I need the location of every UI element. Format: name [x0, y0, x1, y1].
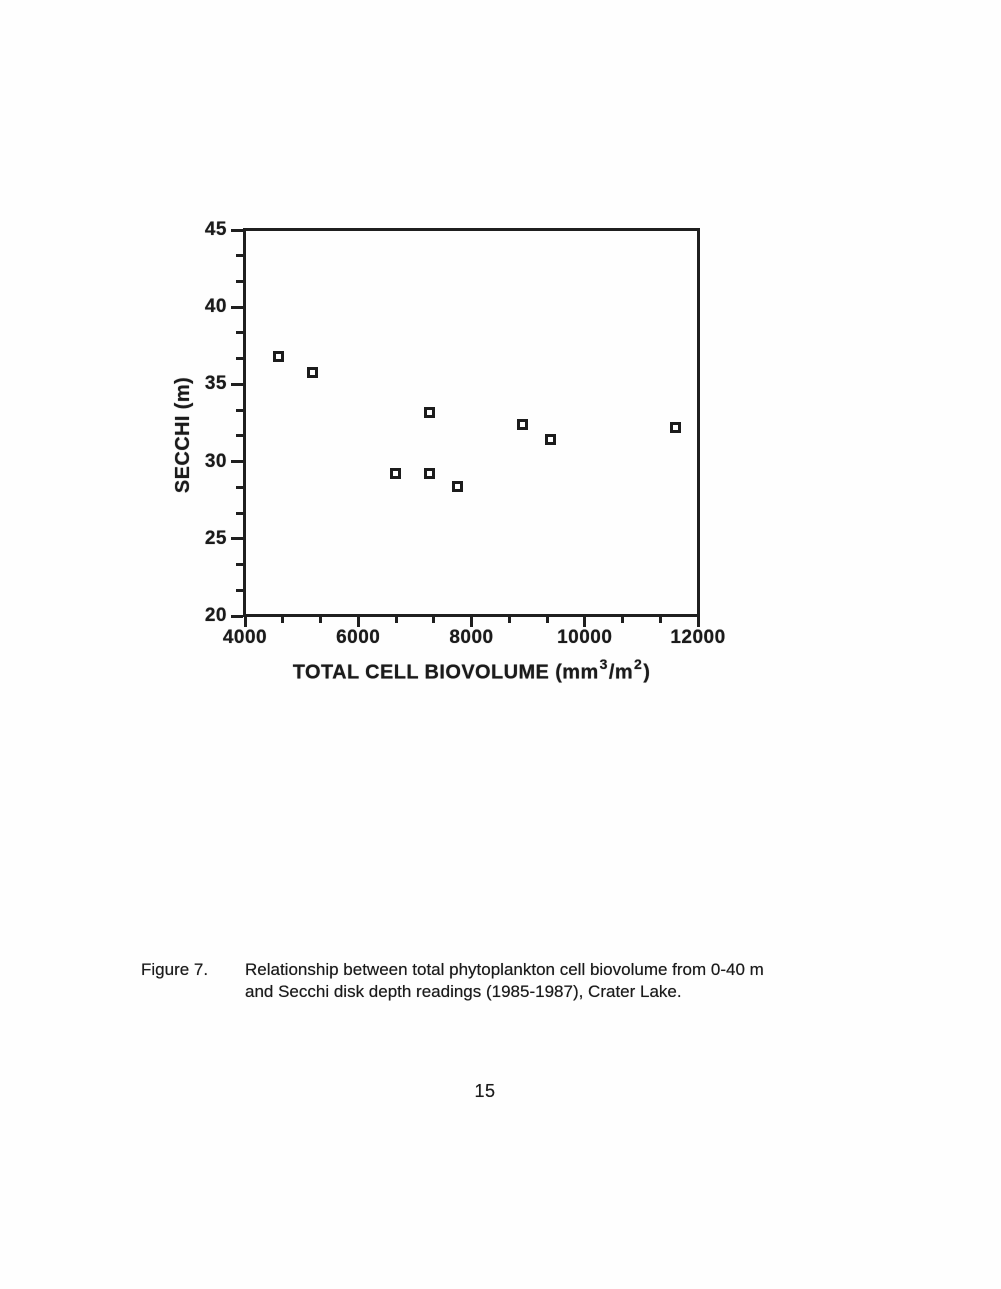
- x-axis-major-tick: [697, 617, 700, 627]
- y-axis-major-tick: [231, 383, 243, 386]
- y-axis-minor-tick: [236, 254, 243, 257]
- figure-caption-text: [245, 959, 825, 1003]
- y-axis-minor-tick: [236, 357, 243, 360]
- x-axis-title-sup2: 2: [634, 656, 643, 672]
- y-axis-major-tick: [231, 460, 243, 463]
- figure-caption-line-2: and Secchi disk depth readings (1985-1987), Crater Lake.: [245, 982, 682, 1001]
- scatter-point: [545, 434, 556, 445]
- x-tick-label: 12000: [670, 627, 726, 648]
- x-tick-label: 6000: [336, 627, 381, 648]
- scatter-point: [424, 407, 435, 418]
- y-axis-title: SECCHI (m): [172, 376, 194, 494]
- scatter-point: [670, 422, 681, 433]
- x-tick-label: 8000: [449, 627, 494, 648]
- x-axis-major-tick: [357, 617, 360, 627]
- x-tick-label: 4000: [222, 627, 268, 648]
- y-axis-major-tick: [231, 537, 243, 540]
- x-axis-minor-tick: [319, 617, 322, 623]
- y-axis-major-tick: [231, 615, 243, 618]
- y-tick-label: 25: [204, 527, 227, 549]
- y-axis-minor-tick: [236, 434, 243, 437]
- x-axis-minor-tick: [546, 617, 549, 623]
- x-axis-title-pre: TOTAL CELL BIOVOLUME (mm: [292, 661, 599, 684]
- x-axis-major-tick: [244, 617, 247, 627]
- x-axis-major-tick: [470, 617, 473, 627]
- y-axis-minor-tick: [236, 563, 243, 566]
- scatter-point: [307, 367, 318, 378]
- x-axis-major-tick: [583, 617, 586, 627]
- figure-caption-label: Figure 7.: [141, 960, 209, 979]
- y-axis-major-tick: [231, 229, 243, 232]
- y-tick-label: 40: [204, 296, 227, 318]
- y-axis-minor-tick: [236, 280, 243, 283]
- x-axis-minor-tick: [281, 617, 284, 623]
- y-axis-minor-tick: [236, 331, 243, 334]
- y-axis-major-tick: [231, 306, 243, 309]
- scatter-point: [517, 419, 528, 430]
- plot-box: [243, 228, 700, 617]
- x-axis-title-post: ): [643, 661, 651, 684]
- x-axis-title-mid: /m: [608, 661, 633, 684]
- y-tick-label: 20: [204, 605, 227, 626]
- figure-caption-line-1: Relationship between total phytoplankton cell biovolume from 0-40 m: [245, 960, 764, 979]
- x-tick-label: 10000: [557, 627, 613, 648]
- x-axis-title: [243, 658, 700, 685]
- scatter-point: [424, 468, 435, 479]
- scatter-point: [273, 351, 284, 362]
- x-axis-minor-tick: [508, 617, 511, 623]
- y-axis-minor-tick: [236, 409, 243, 412]
- x-axis-minor-tick: [432, 617, 435, 623]
- scatter-point: [452, 481, 463, 492]
- x-axis-title-sup3: 3: [599, 656, 608, 672]
- y-tick-label: 45: [204, 219, 227, 240]
- scatter-point: [390, 468, 401, 479]
- x-axis-minor-tick: [621, 617, 624, 623]
- y-axis-minor-tick: [236, 486, 243, 489]
- y-axis-minor-tick: [236, 512, 243, 515]
- y-axis-minor-tick: [236, 589, 243, 592]
- y-tick-label: 35: [204, 373, 227, 395]
- x-axis-minor-tick: [395, 617, 398, 623]
- x-axis-minor-tick: [659, 617, 662, 623]
- page-number: 15: [474, 1081, 496, 1101]
- y-tick-label: 30: [204, 450, 227, 472]
